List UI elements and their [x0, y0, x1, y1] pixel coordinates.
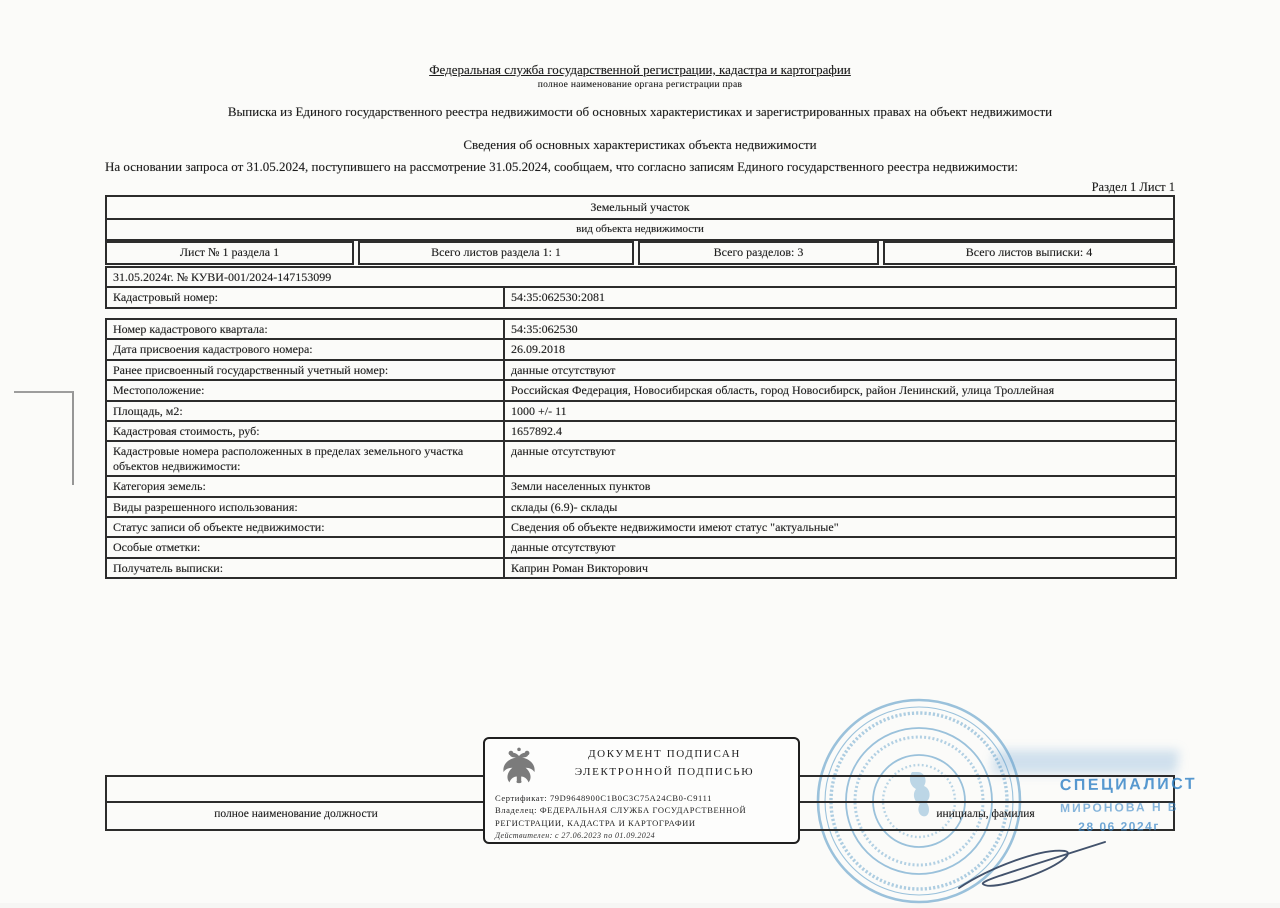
- detail-label: Получатель выписки:: [106, 558, 504, 578]
- scan-fold-artifact: [14, 391, 74, 485]
- detail-value: Российская Федерация, Новосибирская область, город Новосибирск, район Ленинский, улица Троллейная: [504, 380, 1176, 400]
- object-type-table: [105, 195, 1175, 241]
- document-title: Выписка из Единого государственного реестра недвижимости об основных характеристиках и зарегистрированных правах на объект недвижимости: [227, 104, 1053, 119]
- sheet-counter-cell: Всего листов выписки: 4: [883, 241, 1175, 265]
- specialist-stamp-name: МИРОНОВА Н В: [1059, 799, 1179, 816]
- table-row: [106, 421, 1176, 441]
- table-row: [106, 319, 1176, 339]
- section-title: Сведения об основных характеристиках объекта недвижимости: [463, 137, 817, 152]
- detail-value: 26.09.2018: [504, 339, 1176, 359]
- table-row: [106, 517, 1176, 537]
- detail-value: 54:35:062530: [504, 319, 1176, 339]
- table-row: [106, 267, 1176, 287]
- detail-value: склады (6.9)- склады: [504, 497, 1176, 517]
- stamp-owner-line2: РЕГИСТРАЦИИ, КАДАСТРА И КАРТОГРАФИИ: [495, 817, 696, 828]
- specialist-stamp-date: 28 06 2024г: [1078, 819, 1160, 834]
- registration-authority-title: Федеральная служба государственной регистрации, кадастра и картографии: [429, 62, 851, 77]
- table-row: [106, 380, 1176, 400]
- detail-label: Виды разрешенного использования:: [106, 497, 504, 517]
- faded-stamp-smudge: [992, 750, 1180, 774]
- initials-surname-caption: инициалы, фамилия: [936, 808, 1035, 820]
- table-row: [106, 537, 1176, 557]
- request-reference: 31.05.2024г. № КУВИ-001/2024-147153099: [106, 267, 1176, 287]
- specialist-ink-stamp: [1060, 775, 1276, 834]
- detail-label: Кадастровые номера расположенных в пределах земельного участка объектов недвижимости:: [106, 441, 504, 476]
- detail-value: Каприн Роман Викторович: [504, 558, 1176, 578]
- detail-value: данные отсутствуют: [504, 360, 1176, 380]
- table-row: [106, 497, 1176, 517]
- handwritten-signature: [945, 834, 1115, 898]
- digital-signature-stamp: [483, 737, 800, 844]
- detail-value: данные отсутствуют: [504, 441, 1176, 476]
- object-type-value: Земельный участок: [106, 196, 1174, 219]
- detail-value: 1657892.4: [504, 421, 1176, 441]
- stamp-title-line2: ЭЛЕКТРОННОЙ ПОДПИСЬЮ: [574, 766, 755, 778]
- table-row: [106, 196, 1174, 219]
- detail-label: Номер кадастрового квартала:: [106, 319, 504, 339]
- object-type-caption: вид объекта недвижимости: [106, 219, 1174, 240]
- table-row: [106, 476, 1176, 496]
- request-number-table: [105, 266, 1175, 309]
- table-row: [106, 558, 1176, 578]
- cadastral-number-value: 54:35:062530:2081: [504, 287, 1176, 307]
- sheet-counter-cell: Всего разделов: 3: [638, 241, 879, 265]
- sheet-counter-cell: Лист № 1 раздела 1: [105, 241, 354, 265]
- object-details-table: [105, 318, 1175, 579]
- authority-caption: полное наименование органа регистрации прав: [537, 80, 743, 90]
- coat-of-arms-eagle-icon: [497, 744, 541, 790]
- detail-label: Ранее присвоенный государственный учетный номер:: [106, 360, 504, 380]
- table-row: [106, 441, 1176, 476]
- detail-label: Категория земель:: [106, 476, 504, 496]
- detail-label: Площадь, м2:: [106, 401, 504, 421]
- table-row: [106, 219, 1174, 240]
- detail-label: Дата присвоения кадастрового номера:: [106, 339, 504, 359]
- detail-label: Особые отметки:: [106, 537, 504, 557]
- stamp-certificate: Сертификат: 79D9648900C1B0C3C75A24CB0-C9111: [495, 792, 712, 803]
- request-basis-line: На основании запроса от 31.05.2024, поступившего на рассмотрение 31.05.2024, сообщаем, что согласно записям Единого государственного реестра недвижимости:: [105, 159, 1019, 174]
- position-caption: полное наименование должности: [214, 808, 378, 820]
- section-sheet-ref: Раздел 1 Лист 1: [1091, 180, 1175, 194]
- sheet-counters-row: [105, 241, 1175, 265]
- table-row: [106, 401, 1176, 421]
- sheet-counter-cell: Всего листов раздела 1: 1: [358, 241, 634, 265]
- detail-label: Статус записи об объекте недвижимости:: [106, 517, 504, 537]
- specialist-stamp-title: СПЕЦИАЛИСТ: [1059, 775, 1198, 795]
- stamp-owner-line1: Владелец: ФЕДЕРАЛЬНАЯ СЛУЖБА ГОСУДАРСТВЕННОЙ: [495, 805, 747, 815]
- detail-label: Кадастровая стоимость, руб:: [106, 421, 504, 441]
- cadastral-number-label: Кадастровый номер:: [106, 287, 504, 307]
- detail-value: 1000 +/- 11: [504, 401, 1176, 421]
- table-row: [106, 287, 1176, 307]
- detail-label: Местоположение:: [106, 380, 504, 400]
- detail-value: Земли населенных пунктов: [504, 476, 1176, 496]
- stamp-validity: Действителен: с 27.06.2023 по 01.09.2024: [495, 830, 655, 840]
- table-row: [106, 339, 1176, 359]
- detail-value: данные отсутствуют: [504, 537, 1176, 557]
- table-row: [106, 360, 1176, 380]
- stamp-title-line1: ДОКУМЕНТ ПОДПИСАН: [588, 748, 741, 760]
- detail-value: Сведения об объекте недвижимости имеют статус "актуальные": [504, 517, 1176, 537]
